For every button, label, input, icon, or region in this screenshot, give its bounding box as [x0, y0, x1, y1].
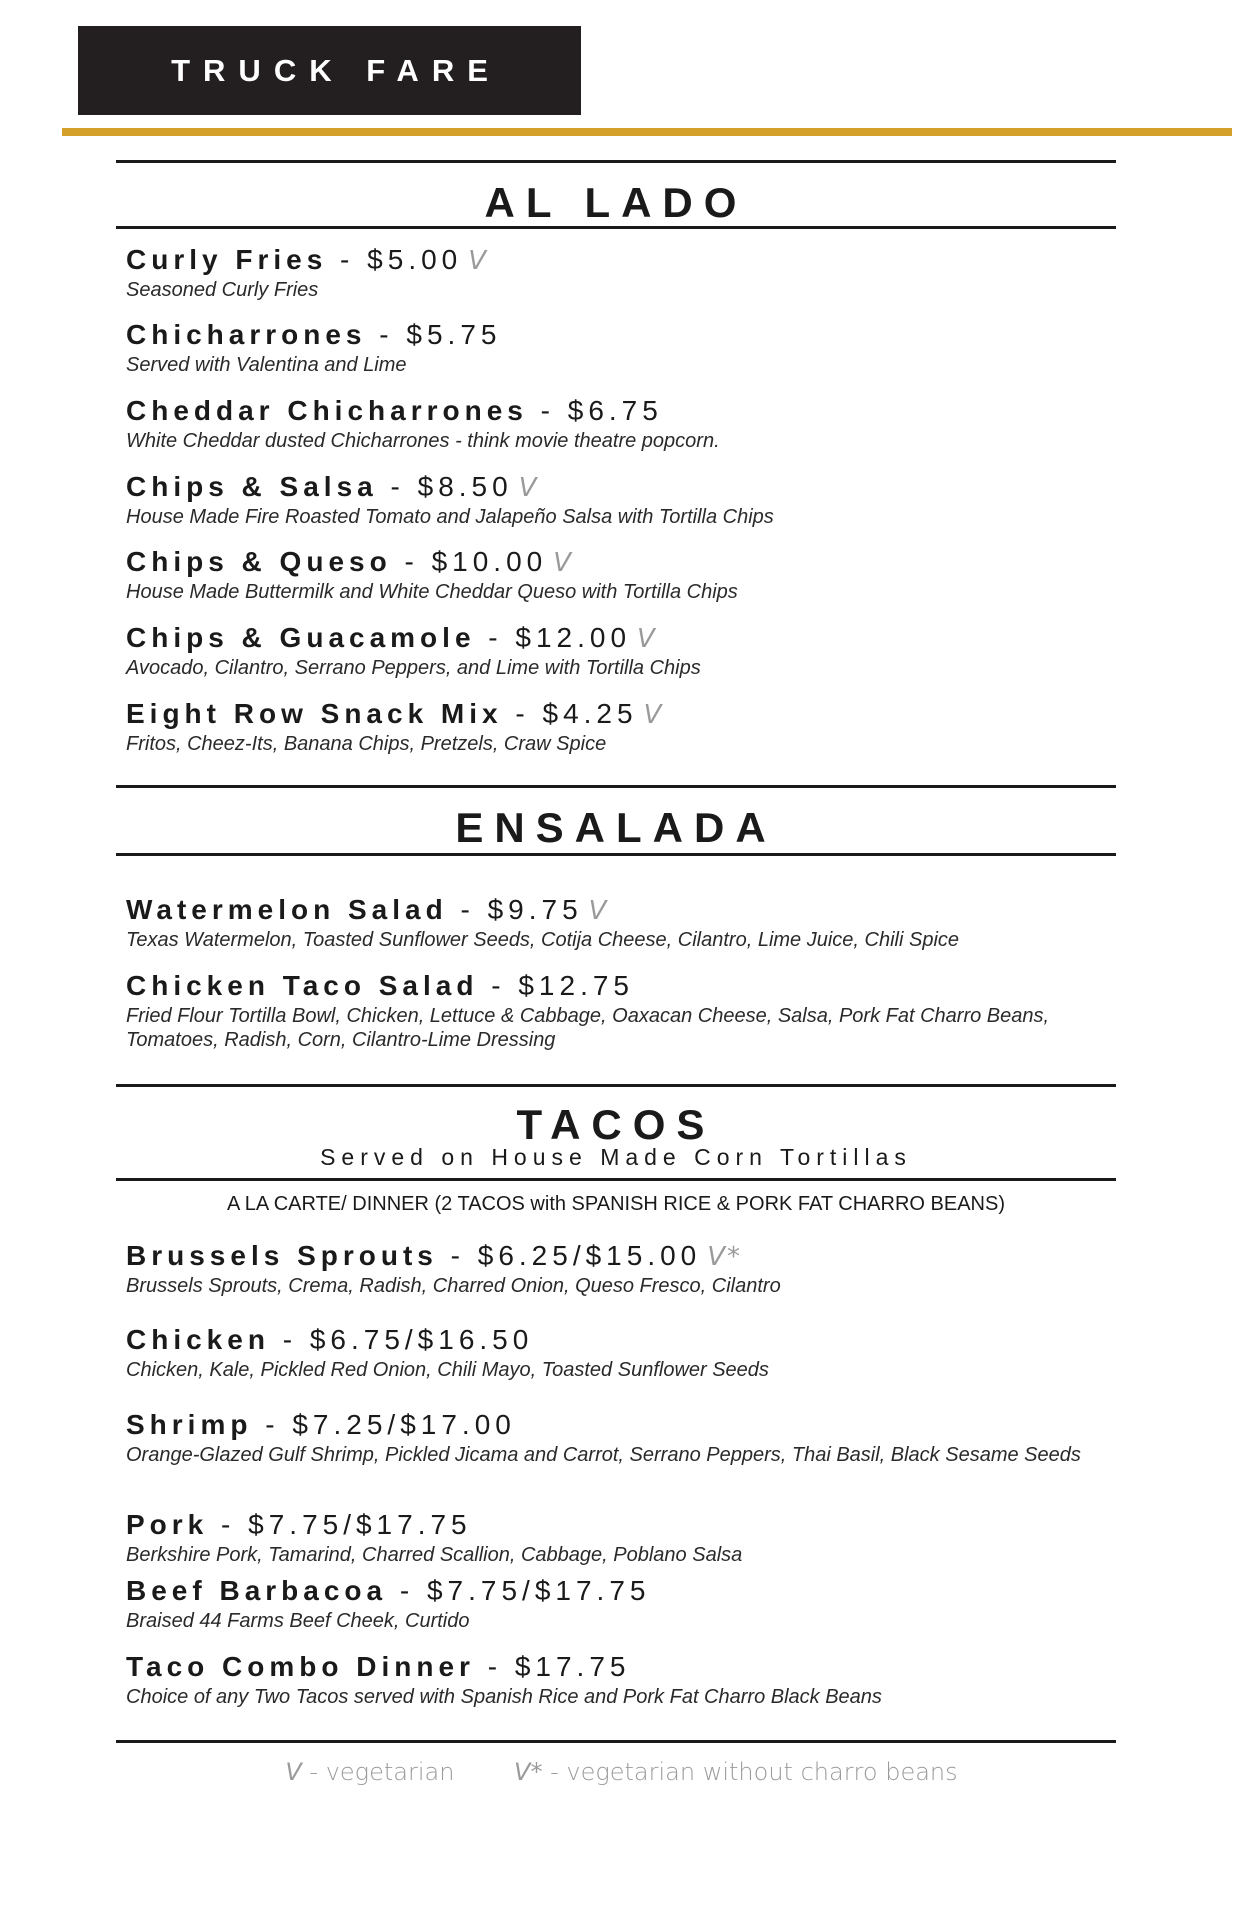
item-price: $8.50: [417, 471, 513, 502]
legend-veg-text: - vegetarian: [301, 1758, 455, 1786]
item-description: Served with Valentina and Lime: [126, 354, 407, 376]
menu-item: [126, 1653, 1106, 1709]
section-rule-bottom: [116, 853, 1116, 856]
menu-item: [126, 896, 1106, 952]
menu-item: [126, 972, 1106, 1052]
item-description: Choice of any Two Tacos served with Spanish Rice and Pork Fat Charro Black Beans: [126, 1686, 882, 1708]
item-name: Curly Fries: [126, 244, 328, 275]
item-price: $5.00: [367, 244, 463, 275]
item-separator: -: [527, 395, 568, 426]
item-name: Pork: [126, 1509, 209, 1540]
brand-header: [78, 26, 581, 115]
item-name: Shrimp: [126, 1409, 253, 1440]
menu-item: [126, 246, 1106, 302]
vegetarian-mark: V: [553, 548, 574, 578]
item-price: $12.00: [515, 622, 632, 653]
item-description: Fried Flour Tortilla Bowl, Chicken, Lettuce & Cabbage, Oaxacan Cheese, Salsa, Pork Fat Charro Beans, Tomatoes, Radish, Corn, Cilantro-Lime Dressing: [126, 1005, 1050, 1051]
menu-item: [126, 1326, 1106, 1382]
item-name: Chips & Queso: [126, 546, 392, 577]
item-separator: -: [327, 244, 368, 275]
section-note: A LA CARTE/ DINNER (2 TACOS with SPANISH RICE & PORK FAT CHARRO BEANS): [227, 1193, 1005, 1215]
item-price: $9.75: [487, 894, 583, 925]
item-separator: -: [391, 546, 432, 577]
item-name: Chicken: [126, 1324, 270, 1355]
item-name: Chips & Guacamole: [126, 622, 476, 653]
item-separator: -: [437, 1240, 478, 1271]
menu-item: [126, 700, 1106, 756]
legend-vegetarian-no-beans: [514, 1758, 958, 1786]
menu-item: [126, 321, 1106, 377]
menu-item: [126, 1411, 1106, 1467]
menu-item: [126, 624, 1106, 680]
item-description: Chicken, Kale, Pickled Red Onion, Chili Mayo, Toasted Sunflower Seeds: [126, 1359, 769, 1381]
item-description: Brussels Sprouts, Crema, Radish, Charred Onion, Queso Fresco, Cilantro: [126, 1275, 781, 1297]
legend-veg-star-text: - vegetarian without charro beans: [542, 1758, 958, 1786]
menu-item: [126, 1577, 1106, 1633]
item-price: $6.75: [567, 395, 663, 426]
menu-item: [126, 397, 1106, 453]
item-separator: -: [252, 1409, 293, 1440]
section-rule-bottom: [116, 1740, 1116, 1743]
item-price: $5.75: [406, 319, 502, 350]
item-description: Fritos, Cheez-Its, Banana Chips, Pretzels, Craw Spice: [126, 733, 607, 755]
item-description: Avocado, Cilantro, Serrano Peppers, and Lime with Tortilla Chips: [126, 657, 701, 679]
vegetarian-mark: V*: [707, 1242, 743, 1272]
item-name: Watermelon Salad: [126, 894, 448, 925]
item-price: $4.25: [542, 698, 638, 729]
menu-item: [126, 548, 1106, 604]
brand-title: TRUCK FARE: [171, 52, 501, 88]
menu-item: [126, 473, 1106, 529]
item-description: Texas Watermelon, Toasted Sunflower Seeds, Cotija Cheese, Cilantro, Lime Juice, Chili Spice: [126, 929, 960, 951]
section-subheading: Served on House Made Corn Tortillas: [320, 1144, 912, 1170]
item-description: House Made Buttermilk and White Cheddar Queso with Tortilla Chips: [126, 581, 738, 603]
item-price: $7.75/$17.75: [426, 1575, 651, 1606]
item-name: Chips & Salsa: [126, 471, 378, 502]
vegetarian-mark: V: [643, 700, 664, 730]
item-name: Taco Combo Dinner: [126, 1651, 475, 1682]
item-description: White Cheddar dusted Chicharrones - think movie theatre popcorn.: [126, 430, 720, 452]
legend-veg-star-mark: V*: [514, 1758, 543, 1786]
item-description: Seasoned Curly Fries: [126, 279, 319, 301]
section-heading-al-lado: AL LADO: [484, 179, 748, 226]
menu-item: [126, 1511, 1106, 1567]
item-separator: -: [447, 894, 488, 925]
legend-veg-mark: V: [285, 1758, 302, 1786]
vegetarian-mark: V: [588, 896, 609, 926]
item-separator: -: [478, 970, 519, 1001]
item-description: House Made Fire Roasted Tomato and Jalapeño Salsa with Tortilla Chips: [126, 506, 774, 528]
section-rule-top: [116, 160, 1116, 163]
section-rule-bottom: [116, 226, 1116, 229]
dietary-legend: [0, 1758, 1243, 1786]
item-price: $7.25/$17.00: [292, 1409, 516, 1440]
item-separator: -: [377, 471, 418, 502]
item-separator: -: [387, 1575, 427, 1606]
item-price: $6.25/$15.00: [477, 1240, 702, 1271]
item-name: Beef Barbacoa: [126, 1575, 388, 1606]
item-name: Chicharrones: [126, 319, 367, 350]
item-separator: -: [269, 1324, 310, 1355]
legend-vegetarian: [285, 1758, 454, 1786]
vegetarian-mark: V: [518, 473, 539, 503]
item-name: Eight Row Snack Mix: [126, 698, 503, 729]
item-price: $6.75/$16.50: [309, 1324, 534, 1355]
section-heading-ensalada: ENSALADA: [455, 804, 777, 851]
item-description: Orange-Glazed Gulf Shrimp, Pickled Jicama and Carrot, Serrano Peppers, Thai Basil, Black Sesame Seeds: [126, 1444, 1081, 1466]
item-name: Cheddar Chicharrones: [126, 395, 528, 426]
item-separator: -: [366, 319, 407, 350]
vegetarian-mark: V: [468, 246, 489, 276]
accent-divider: [62, 128, 1232, 136]
item-description: Braised 44 Farms Beef Cheek, Curtido: [126, 1610, 470, 1632]
vegetarian-mark: V: [637, 624, 657, 654]
item-price: $17.75: [514, 1651, 631, 1682]
item-name: Chicken Taco Salad: [126, 970, 479, 1001]
item-separator: -: [474, 1651, 515, 1682]
section-rule-top: [116, 785, 1116, 788]
menu-item: [126, 1242, 1106, 1298]
section-rule-top: [116, 1084, 1116, 1087]
item-separator: -: [502, 698, 543, 729]
item-separator: -: [475, 622, 516, 653]
item-price: $12.75: [518, 970, 634, 1001]
item-name: Brussels Sprouts: [126, 1240, 438, 1271]
item-description: Berkshire Pork, Tamarind, Charred Scallion, Cabbage, Poblano Salsa: [126, 1544, 743, 1566]
section-heading-tacos: TACOS: [516, 1101, 716, 1148]
item-price: $7.75/$17.75: [248, 1509, 472, 1540]
section-rule-bottom: [116, 1178, 1116, 1181]
item-price: $10.00: [431, 546, 548, 577]
item-separator: -: [208, 1509, 249, 1540]
